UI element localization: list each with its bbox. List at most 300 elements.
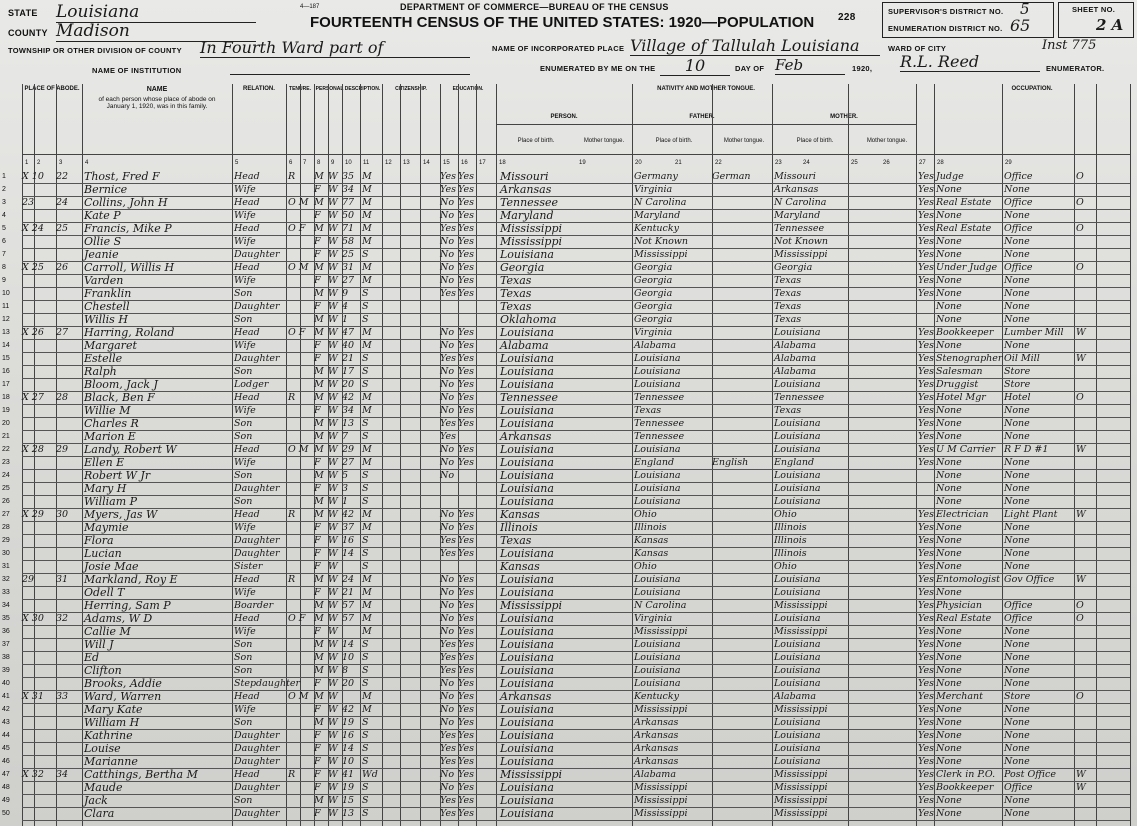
cell-marital: S bbox=[362, 249, 369, 260]
cell-father-tongue bbox=[712, 222, 770, 235]
cell-name: Marianne bbox=[84, 755, 138, 768]
cell-family bbox=[56, 417, 82, 430]
cell-birth: Mississippi bbox=[500, 222, 562, 235]
column-number: 8 bbox=[317, 160, 321, 166]
cell-industry: None bbox=[1004, 795, 1030, 806]
cell-read: No bbox=[440, 522, 455, 533]
cell-industry: None bbox=[1004, 249, 1030, 260]
line-number: 31 bbox=[2, 563, 10, 570]
cell-family: 26 bbox=[56, 262, 69, 273]
cell-race: W bbox=[328, 418, 338, 429]
cell-father-birth: Virginia bbox=[634, 184, 673, 195]
cell-father-tongue bbox=[712, 248, 770, 261]
cell-family bbox=[56, 183, 82, 196]
cell-occupation: None bbox=[936, 808, 962, 819]
cell-industry: Oil Mill bbox=[1004, 353, 1040, 364]
cell-father-birth: Louisiana bbox=[634, 665, 681, 676]
cell-race: W bbox=[328, 808, 338, 819]
cell-marital: S bbox=[362, 314, 369, 325]
institution-label: NAME OF INSTITUTION bbox=[92, 66, 182, 75]
enum-district-label: ENUMERATION DISTRICT NO. bbox=[888, 24, 1003, 33]
cell-occupation: Judge bbox=[936, 171, 964, 182]
table-row bbox=[2, 222, 1130, 236]
cell-occupation: None bbox=[936, 730, 962, 741]
cell-read: Yes bbox=[440, 665, 456, 676]
cell-marital: S bbox=[362, 730, 369, 741]
cell-mother-birth: Tennessee bbox=[774, 223, 825, 234]
cell-sex: F bbox=[314, 756, 321, 767]
cell-tenure: O F bbox=[288, 613, 306, 624]
table-row bbox=[2, 677, 1130, 691]
cell-industry: None bbox=[1004, 288, 1030, 299]
cell-class bbox=[1076, 287, 1096, 300]
cell-mother-birth: Louisiana bbox=[774, 730, 821, 741]
cell-dwelling bbox=[22, 599, 56, 612]
cell-race: W bbox=[328, 184, 338, 195]
cell-industry: None bbox=[1004, 496, 1030, 507]
cell-class bbox=[1076, 547, 1096, 560]
cell-occupation: None bbox=[936, 639, 962, 650]
column-number: 11 bbox=[363, 160, 370, 166]
cell-english bbox=[918, 482, 934, 495]
cell-name: William P bbox=[84, 495, 138, 508]
cell-family bbox=[56, 755, 82, 768]
cell-dwelling bbox=[22, 547, 56, 560]
cell-sex: M bbox=[314, 444, 324, 455]
cell-father-tongue bbox=[712, 534, 770, 547]
cell-write: Yes bbox=[458, 236, 474, 247]
cell-family bbox=[56, 742, 82, 755]
cell-birth: Mississippi bbox=[500, 235, 562, 248]
cell-occupation: None bbox=[936, 288, 962, 299]
cell-read: No bbox=[440, 340, 455, 351]
cell-industry: None bbox=[1004, 639, 1030, 650]
cell-family bbox=[56, 547, 82, 560]
cell-name: Black, Ben F bbox=[84, 391, 155, 404]
cell-sex: M bbox=[314, 795, 324, 806]
cell-english: Yes bbox=[918, 600, 934, 611]
line-number: 36 bbox=[2, 628, 10, 635]
cell-marital: M bbox=[362, 262, 372, 273]
cell-occupation: None bbox=[936, 457, 962, 468]
cell-industry: None bbox=[1004, 730, 1030, 741]
cell-dwelling bbox=[22, 300, 56, 313]
cell-mother-birth: England bbox=[774, 457, 815, 468]
cell-father-birth: Louisiana bbox=[634, 483, 681, 494]
cell-name: Callie M bbox=[84, 625, 131, 638]
cell-age: 20 bbox=[342, 678, 355, 689]
cell-age: 57 bbox=[342, 600, 355, 611]
cell-mother-birth: Georgia bbox=[774, 262, 813, 273]
cell-father-birth: Not Known bbox=[634, 236, 689, 247]
cell-age: 37 bbox=[342, 522, 355, 533]
day-of-label: DAY OF bbox=[735, 64, 765, 73]
cell-relation: Wife bbox=[234, 704, 256, 715]
cell-father-tongue bbox=[712, 287, 770, 300]
cell-industry: None bbox=[1004, 548, 1030, 559]
cell-age: 14 bbox=[342, 548, 355, 559]
cell-dwelling bbox=[22, 378, 56, 391]
cell-industry: None bbox=[1004, 418, 1030, 429]
cell-dwelling: X 29 bbox=[22, 509, 44, 520]
cell-relation: Head bbox=[234, 327, 260, 338]
cell-write: Yes bbox=[458, 795, 474, 806]
cell-english: Yes bbox=[918, 392, 934, 403]
cell-dwelling bbox=[22, 586, 56, 599]
cell-write bbox=[458, 495, 476, 508]
cell-relation: Wife bbox=[234, 275, 256, 286]
cell-tenure: R bbox=[288, 574, 296, 585]
cell-occupation: None bbox=[936, 665, 962, 676]
cell-industry: None bbox=[1004, 743, 1030, 754]
year-label: 1920, bbox=[852, 64, 873, 73]
table-row bbox=[2, 586, 1130, 600]
cell-tenure bbox=[288, 703, 314, 716]
cell-race: W bbox=[328, 613, 338, 624]
cell-occupation: None bbox=[936, 756, 962, 767]
county-value: Madison bbox=[56, 21, 256, 42]
table-row bbox=[2, 352, 1130, 366]
cell-name: Flora bbox=[84, 534, 114, 547]
cell-father-tongue bbox=[712, 352, 770, 365]
column-number: 9 bbox=[331, 160, 335, 166]
cell-tenure bbox=[288, 235, 314, 248]
cell-family: 29 bbox=[56, 444, 69, 455]
column-number: 18 bbox=[499, 160, 506, 166]
cell-race: W bbox=[328, 756, 338, 767]
cell-race: W bbox=[328, 457, 338, 468]
cell-relation: Daughter bbox=[234, 808, 280, 819]
cell-class bbox=[1076, 274, 1096, 287]
cell-class bbox=[1076, 664, 1096, 677]
cell-class bbox=[1076, 183, 1096, 196]
cell-dwelling: X 30 bbox=[22, 613, 44, 624]
cell-english: Yes bbox=[918, 574, 934, 585]
cell-class: W bbox=[1076, 574, 1086, 585]
cell-age: 35 bbox=[342, 171, 355, 182]
cell-sex: F bbox=[314, 678, 321, 689]
cell-dwelling: X 10 bbox=[22, 171, 44, 182]
cell-name: Carroll, Willis H bbox=[84, 261, 175, 274]
cell-industry: Store bbox=[1004, 366, 1031, 377]
column-number: 20 bbox=[635, 160, 642, 166]
cell-race: W bbox=[328, 522, 338, 533]
cell-english: Yes bbox=[918, 535, 934, 546]
cell-birth: Louisiana bbox=[500, 547, 554, 560]
cell-sex: F bbox=[314, 587, 321, 598]
cell-name: Willis H bbox=[84, 313, 128, 326]
cell-occupation: Hotel Mgr bbox=[936, 392, 986, 403]
cell-age: 16 bbox=[342, 730, 355, 741]
cell-marital: M bbox=[362, 184, 372, 195]
column-number: 23 bbox=[775, 160, 782, 166]
line-number: 48 bbox=[2, 784, 10, 791]
cell-industry: None bbox=[1004, 470, 1030, 481]
cell-read: Yes bbox=[440, 756, 456, 767]
cell-occupation: None bbox=[936, 587, 962, 598]
cell-relation: Head bbox=[234, 262, 260, 273]
cell-english: Yes bbox=[918, 509, 934, 520]
cell-name: Catthings, Bertha M bbox=[84, 768, 198, 781]
cell-father-tongue bbox=[712, 638, 770, 651]
cell-sex: F bbox=[314, 730, 321, 741]
cell-relation: Son bbox=[234, 470, 253, 481]
column-number: 5 bbox=[235, 160, 239, 166]
cell-write: Yes bbox=[458, 717, 474, 728]
table-row bbox=[2, 404, 1130, 418]
cell-dwelling bbox=[22, 729, 56, 742]
enumerated-day: 10 bbox=[660, 56, 730, 76]
cell-family: 27 bbox=[56, 327, 69, 338]
cell-write: Yes bbox=[458, 665, 474, 676]
cell-father-tongue bbox=[712, 755, 770, 768]
cell-father-tongue bbox=[712, 703, 770, 716]
cell-write: Yes bbox=[458, 769, 474, 780]
cell-age: 19 bbox=[342, 717, 355, 728]
cell-family: 28 bbox=[56, 392, 69, 403]
table-row bbox=[2, 183, 1130, 197]
cell-class bbox=[1076, 469, 1096, 482]
cell-occupation: Druggist bbox=[936, 379, 979, 390]
cell-father-tongue bbox=[712, 404, 770, 417]
cell-mother-birth: Texas bbox=[774, 314, 802, 325]
cell-relation: Daughter bbox=[234, 730, 280, 741]
cell-occupation: None bbox=[936, 483, 962, 494]
line-number: 19 bbox=[2, 407, 10, 414]
cell-name: Ellen E bbox=[84, 456, 125, 469]
cell-sex: M bbox=[314, 574, 324, 585]
cell-class: O bbox=[1076, 691, 1084, 702]
cell-father-birth: Louisiana bbox=[634, 587, 681, 598]
cell-sex: F bbox=[314, 626, 321, 637]
cell-read: No bbox=[440, 327, 455, 338]
cell-sex: F bbox=[314, 808, 321, 819]
cell-marital: S bbox=[362, 795, 369, 806]
cell-read: Yes bbox=[440, 171, 456, 182]
cell-mother-birth: Louisiana bbox=[774, 652, 821, 663]
cell-relation: Daughter bbox=[234, 743, 280, 754]
cell-industry: None bbox=[1004, 340, 1030, 351]
cell-race: W bbox=[328, 574, 338, 585]
cell-class bbox=[1076, 209, 1096, 222]
cell-dwelling bbox=[22, 417, 56, 430]
cell-relation: Daughter bbox=[234, 782, 280, 793]
cell-marital: S bbox=[362, 782, 369, 793]
cell-name: Louise bbox=[84, 742, 121, 755]
cell-father-tongue bbox=[712, 677, 770, 690]
cell-relation: Son bbox=[234, 717, 253, 728]
cell-family bbox=[56, 625, 82, 638]
cell-english: Yes bbox=[918, 691, 934, 702]
cell-write: Yes bbox=[458, 704, 474, 715]
cell-relation: Son bbox=[234, 288, 253, 299]
cell-birth: Louisiana bbox=[500, 794, 554, 807]
cell-age: 41 bbox=[342, 769, 355, 780]
table-row bbox=[2, 248, 1130, 262]
cell-tenure bbox=[288, 638, 314, 651]
cell-english: Yes bbox=[918, 561, 934, 572]
header-nativity: NATIVITY AND MOTHER TONGUE. PERSON. FATHER. MOTHER. Place of birth. Mother tongue. Place of birth. Mother tongue. Place of birth. Mother tongue. bbox=[496, 84, 917, 155]
cell-birth: Louisiana bbox=[500, 638, 554, 651]
cell-marital: S bbox=[362, 379, 369, 390]
line-number: 46 bbox=[2, 758, 10, 765]
cell-marital: S bbox=[362, 743, 369, 754]
cell-age: 77 bbox=[342, 197, 355, 208]
cell-name: Willie M bbox=[84, 404, 131, 417]
cell-english: Yes bbox=[918, 353, 934, 364]
cell-age: 1 bbox=[342, 314, 349, 325]
cell-name: Kate P bbox=[84, 209, 121, 222]
cell-race: W bbox=[328, 509, 338, 520]
cell-father-birth: Tennessee bbox=[634, 392, 685, 403]
cell-sex: F bbox=[314, 457, 321, 468]
cell-write: Yes bbox=[458, 366, 474, 377]
cell-birth: Oklahoma bbox=[500, 313, 557, 326]
cell-industry: None bbox=[1004, 184, 1030, 195]
cell-tenure: O F bbox=[288, 327, 306, 338]
cell-father-birth: Louisiana bbox=[634, 574, 681, 585]
cell-marital: S bbox=[362, 301, 369, 312]
cell-write: Yes bbox=[458, 327, 474, 338]
cell-mother-birth: Not Known bbox=[774, 236, 829, 247]
cell-english bbox=[918, 300, 934, 313]
cell-class: W bbox=[1076, 509, 1086, 520]
cell-family bbox=[56, 664, 82, 677]
column-number: 3 bbox=[59, 160, 63, 166]
cell-sex: F bbox=[314, 769, 321, 780]
cell-birth: Louisiana bbox=[500, 625, 554, 638]
cell-read: No bbox=[440, 678, 455, 689]
cell-father-birth: Virginia bbox=[634, 327, 673, 338]
cell-english: Yes bbox=[918, 236, 934, 247]
column-number: 28 bbox=[937, 160, 944, 166]
cell-birth: Alabama bbox=[500, 339, 549, 352]
cell-race: W bbox=[328, 314, 338, 325]
state-label: STATE bbox=[8, 8, 38, 18]
cell-marital: M bbox=[362, 600, 372, 611]
cell-dwelling bbox=[22, 495, 56, 508]
cell-occupation: Salesman bbox=[936, 366, 983, 377]
cell-father-tongue: German bbox=[712, 171, 751, 182]
line-number: 50 bbox=[2, 810, 10, 817]
cell-write: Yes bbox=[458, 730, 474, 741]
cell-birth: Arkansas bbox=[500, 183, 552, 196]
cell-dwelling bbox=[22, 365, 56, 378]
enum-district-value: 65 bbox=[1010, 16, 1031, 35]
cell-age: 71 bbox=[342, 223, 355, 234]
cell-father-birth: Mississippi bbox=[634, 795, 688, 806]
cell-name: Kathrine bbox=[84, 729, 133, 742]
cell-class bbox=[1076, 716, 1096, 729]
cell-tenure bbox=[288, 729, 314, 742]
cell-tenure bbox=[288, 469, 314, 482]
cell-name: Varden bbox=[84, 274, 124, 287]
cell-relation: Stepdaughter bbox=[234, 678, 301, 689]
cell-father-tongue bbox=[712, 469, 770, 482]
cell-sex: F bbox=[314, 275, 321, 286]
cell-read: No bbox=[440, 236, 455, 247]
cell-race: W bbox=[328, 704, 338, 715]
column-number: 19 bbox=[579, 160, 586, 166]
cell-tenure bbox=[288, 456, 314, 469]
cell-father-birth: Maryland bbox=[634, 210, 681, 221]
cell-class bbox=[1076, 677, 1096, 690]
cell-race: W bbox=[328, 782, 338, 793]
cell-tenure bbox=[288, 287, 314, 300]
cell-family: 33 bbox=[56, 691, 69, 702]
cell-occupation: Electrician bbox=[936, 509, 989, 520]
cell-tenure bbox=[288, 547, 314, 560]
cell-birth: Louisiana bbox=[500, 573, 554, 586]
cell-birth: Louisiana bbox=[500, 482, 554, 495]
cell-tenure bbox=[288, 352, 314, 365]
cell-name: Ward, Warren bbox=[84, 690, 162, 703]
cell-write: Yes bbox=[458, 600, 474, 611]
cell-family bbox=[56, 482, 82, 495]
cell-marital: S bbox=[362, 535, 369, 546]
cell-family: 34 bbox=[56, 769, 69, 780]
cell-dwelling bbox=[22, 794, 56, 807]
cell-race: W bbox=[328, 626, 338, 637]
cell-tenure: O F bbox=[288, 223, 306, 234]
cell-marital: M bbox=[362, 691, 372, 702]
cell-father-birth: Louisiana bbox=[634, 379, 681, 390]
cell-sex: F bbox=[314, 249, 321, 260]
cell-birth: Louisiana bbox=[500, 716, 554, 729]
line-number: 12 bbox=[2, 316, 10, 323]
column-number: 16 bbox=[461, 160, 468, 166]
cell-age: 9 bbox=[342, 288, 349, 299]
cell-father-birth: England bbox=[634, 457, 675, 468]
cell-birth: Louisiana bbox=[500, 586, 554, 599]
cell-read: Yes bbox=[440, 535, 456, 546]
cell-industry: None bbox=[1004, 626, 1030, 637]
cell-birth: Louisiana bbox=[500, 352, 554, 365]
cell-tenure bbox=[288, 807, 314, 820]
column-number: 4 bbox=[85, 160, 89, 166]
cell-sex: M bbox=[314, 652, 324, 663]
cell-mother-birth: Louisiana bbox=[774, 743, 821, 754]
cell-dwelling bbox=[22, 248, 56, 261]
table-row bbox=[2, 170, 1130, 184]
cell-father-tongue bbox=[712, 209, 770, 222]
cell-name: Landy, Robert W bbox=[84, 443, 177, 456]
cell-sex: F bbox=[314, 548, 321, 559]
cell-name: Jeanie bbox=[84, 248, 119, 261]
cell-english: Yes bbox=[918, 210, 934, 221]
header-personal: PERSONAL DESCRIPTION. bbox=[314, 84, 383, 155]
line-number: 10 bbox=[2, 290, 10, 297]
cell-english: Yes bbox=[918, 795, 934, 806]
cell-birth: Mississippi bbox=[500, 768, 562, 781]
cell-industry: Store bbox=[1004, 691, 1031, 702]
cell-relation: Head bbox=[234, 444, 260, 455]
column-number: 29 bbox=[1005, 160, 1012, 166]
cell-father-birth: Germany bbox=[634, 171, 678, 182]
cell-dwelling bbox=[22, 404, 56, 417]
cell-race: W bbox=[328, 561, 338, 572]
cell-father-tongue bbox=[712, 339, 770, 352]
cell-father-birth: Georgia bbox=[634, 301, 673, 312]
cell-sex: F bbox=[314, 340, 321, 351]
cell-father-tongue bbox=[712, 651, 770, 664]
cell-mother-birth: Louisiana bbox=[774, 665, 821, 676]
table-row bbox=[2, 209, 1130, 223]
cell-class bbox=[1076, 586, 1096, 599]
cell-english: Yes bbox=[918, 678, 934, 689]
cell-name: Estelle bbox=[84, 352, 123, 365]
cell-english: Yes bbox=[918, 262, 934, 273]
